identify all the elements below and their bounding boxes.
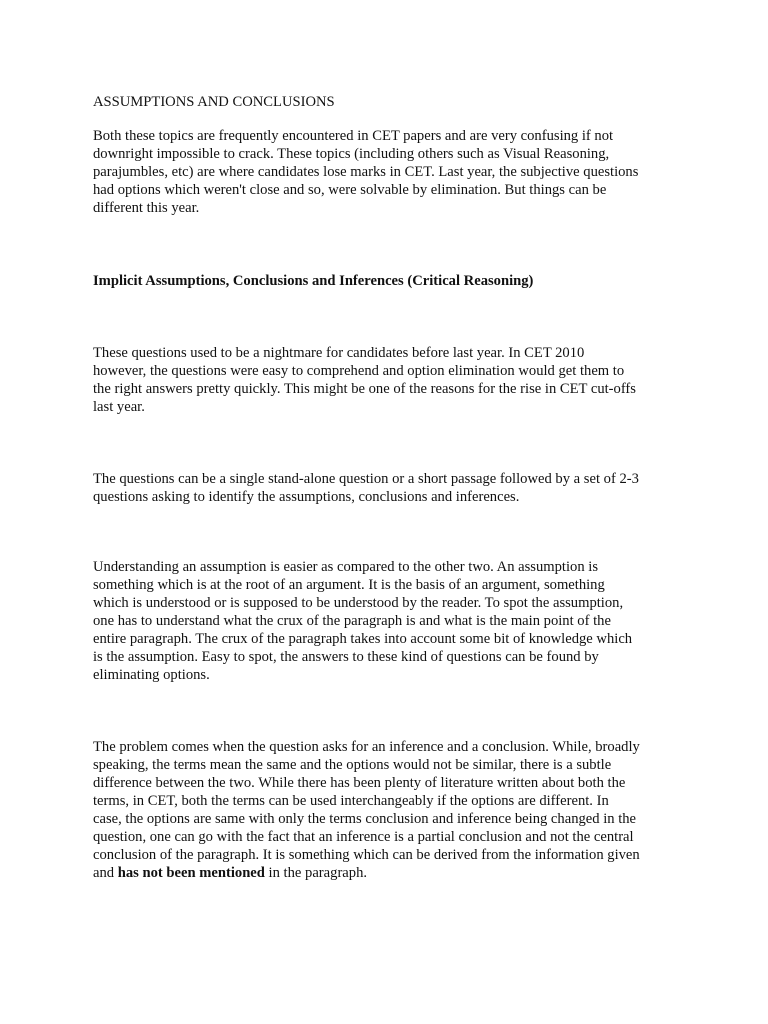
intro-paragraph: [93, 127, 683, 217]
emphasis-text: has not been mentioned: [117, 865, 265, 881]
paragraph-line: Understanding an assumption is easier as compared to the other two. An assumption is: [93, 559, 599, 575]
last-line-after-text: in the paragraph.: [264, 865, 368, 881]
paragraph-question-format: [93, 470, 683, 506]
paragraph-line: downright impossible to crack. These topics (including others such as Visual Reasoning,: [93, 146, 610, 162]
paragraph-line: is the assumption. Easy to spot, the answers to these kind of questions can be found by: [93, 649, 599, 665]
paragraph-history: [93, 344, 683, 416]
paragraph-line: The questions can be a single stand-alone question or a short passage followed by a set of 2-3: [93, 471, 639, 487]
document-title: [93, 93, 683, 111]
paragraph-line: question, one can go with the fact that an inference is a partial conclusion and not the central: [93, 829, 634, 845]
paragraph-last-line: [93, 864, 683, 882]
section-heading: [93, 272, 683, 290]
paragraph-line: had options which weren't close and so, were solvable by elimination. But things can be: [93, 182, 607, 198]
paragraph-line: last year.: [93, 399, 145, 415]
paragraph-line: parajumbles, etc) are where candidates lose marks in CET. Last year, the subjective questions: [93, 164, 639, 180]
paragraph-line: something which is at the root of an argument. It is the basis of an argument, something: [93, 577, 605, 593]
paragraph-inference-conclusion: [93, 738, 683, 882]
paragraph-line: speaking, the terms mean the same and the options would not be similar, there is a subtle: [93, 757, 612, 773]
last-line-before-text: and: [93, 865, 118, 881]
title-text: ASSUMPTIONS AND CONCLUSIONS: [93, 94, 335, 110]
paragraph-line: one has to understand what the crux of the paragraph is and what is the main point of the: [93, 613, 611, 629]
section-heading-text: Implicit Assumptions, Conclusions and Inferences (Critical Reasoning): [93, 273, 534, 289]
paragraph-line: which is understood or is supposed to be understood by the reader. To spot the assumption,: [93, 595, 624, 611]
paragraph-line: difference between the two. While there has been plenty of literature written about both the: [93, 775, 626, 791]
paragraph-line: questions asking to identify the assumptions, conclusions and inferences.: [93, 489, 520, 505]
paragraph-assumption: [93, 558, 683, 684]
paragraph-line: The problem comes when the question asks for an inference and a conclusion. While, broadly: [93, 739, 640, 755]
paragraph-line: case, the options are same with only the terms conclusion and inference being changed in the: [93, 811, 637, 827]
paragraph-line: the right answers pretty quickly. This might be one of the reasons for the rise in CET cut-offs: [93, 381, 636, 397]
paragraph-line: Both these topics are frequently encountered in CET papers and are very confusing if not: [93, 128, 614, 144]
paragraph-line: entire paragraph. The crux of the paragraph takes into account some bit of knowledge which: [93, 631, 633, 647]
paragraph-line: however, the questions were easy to comprehend and option elimination would get them to: [93, 363, 625, 379]
paragraph-line: eliminating options.: [93, 667, 210, 683]
paragraph-line: different this year.: [93, 200, 200, 216]
paragraph-line: terms, in CET, both the terms can be used interchangeably if the options are different. In: [93, 793, 609, 809]
paragraph-line: These questions used to be a nightmare for candidates before last year. In CET 2010: [93, 345, 585, 361]
paragraph-line: conclusion of the paragraph. It is something which can be derived from the information given: [93, 847, 640, 863]
